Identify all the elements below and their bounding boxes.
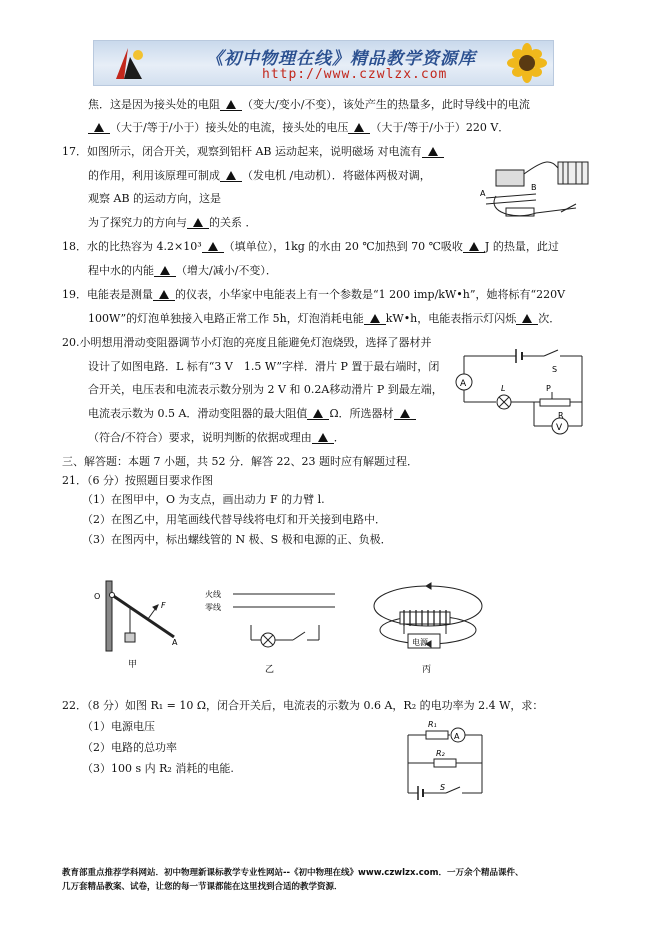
q21-item-2: （2）在图乙中，用笔画线代替导线将电灯和开关接到电路中． (82, 513, 386, 526)
q17-line4: 为了探究力的方向与 的关系 ． (88, 216, 257, 229)
lamp-label: L (501, 384, 506, 393)
q18-line1: 18．水的比热容为 4.2×10³ （填单位），1kg 的水由 20 ℃加热到 70 ℃吸收 J 的热量，此过 (62, 240, 559, 253)
voltmeter-label: V (556, 423, 563, 433)
fig-jia-caption: 甲 (128, 660, 138, 670)
q21-fig-yi-household-circuit (205, 580, 340, 675)
fig-ammeter-label: A (454, 732, 460, 741)
q16-line1: 焦．这是因为接头处的电阻 （变大/变小/不变），该处产生的热量多，此时导线中的电流 (88, 98, 530, 111)
fig-yi-neutral-wire-label: 零线 (205, 603, 221, 612)
switch-label: S (552, 365, 558, 374)
q22-circuit-figure (398, 715, 493, 807)
fig-jia-point-a-label: A (172, 638, 178, 647)
fig-label-b: B (531, 183, 537, 192)
section3-heading: 三、解答题：本题 7 小题，共 52 分．解答 22、23 题时应有解题过程． (62, 455, 418, 468)
fig-bing-caption: 丙 (422, 665, 432, 675)
q20-line3: 合开关，电压表和电流表示数分别为 2 V 和 0.2A移动滑片 P 到最左端， (88, 383, 443, 396)
q22-item-3: （3）100 s 内 R₂ 消耗的电能. (82, 762, 234, 775)
header-url[interactable]: http://www.czwlzx.com (262, 67, 448, 82)
q17-line2: 的作用，利用该原理可制成 （发电机 /电动机）．将磁体两极对调， (88, 169, 431, 182)
rheostat-label: R (558, 411, 564, 420)
q20-line4: 电流表示数为 0.5 A．滑动变阻器的最大阻值 Ω．所选器材 (88, 407, 416, 421)
sunflower-icon (499, 43, 553, 85)
q21-head: 21．（6 分）按照题目要求作图 (62, 474, 213, 487)
q16-line2: （大于/等于/小于）接头处的电流，接头处的电压 （大于/等于/小于）220 V． (88, 121, 509, 135)
q22-head: 22．（8 分）如图 R₁ = 10 Ω，闭合开关后，电流表的示数为 0.6 A，R₂ 的电功率为 2.4 W，求： (62, 699, 544, 712)
fig-r1-label: R₁ (428, 720, 437, 729)
q21-item-1: （1）在图甲中，O 为支点，画出动力 F 的力臂 l. (82, 493, 325, 506)
header-banner (93, 40, 554, 86)
q21-item-3: （3）在图丙中，标出螺线管的 N 极、S 极和电源的正、负极． (82, 533, 392, 546)
q17-motor-apparatus-figure (476, 158, 601, 228)
answer-blank-icon (226, 100, 236, 109)
q17-line1: 17．如图所示，闭合开关，观察到铝杆 AB 运动起来，说明磁场 对电流有 (62, 145, 444, 159)
q20-circuit-figure (452, 346, 587, 441)
fig-jia-force-label: F (161, 601, 166, 610)
q20-line1: 20.小明想用滑动变阻器调节小灯泡的亮度且能避免灯泡烧毁，选择了器材并 (62, 336, 432, 349)
fig-bing-power-source-label: 电源 (412, 638, 428, 647)
fig-r2-label: R₂ (436, 749, 445, 758)
q19-line2: 100W”的灯泡单独接入电路正常工作 5h，灯泡消耗电能 kW•h，电能表指示灯闪烁 次． (88, 312, 561, 325)
q22-item-2: （2）电路的总功率 (82, 741, 177, 754)
fig-yi-live-wire-label: 火线 (205, 590, 221, 599)
q21-fig-bing-solenoid (370, 572, 490, 677)
q20-line5: （符合/不符合）要求，说明判断的依据或理由 ． (88, 431, 345, 444)
slider-label: P (546, 384, 551, 393)
footer-line2: 几万套精品教案、试卷，让您的每一节课都能在这里找到合适的教学资源． (62, 882, 343, 892)
ammeter-label: A (460, 379, 467, 389)
q20-line2: 设计了如图电路．L 标有“3 V 1.5 W”字样．滑片 P 置于最右端时，闭 (88, 360, 440, 373)
fig-switch-label: S (440, 783, 446, 792)
fig-jia-pivot-label: O (94, 592, 101, 601)
q17-line3: 观察 AB 的运动方向，这是 (88, 192, 222, 205)
q22-item-1: （1）电源电压 (82, 720, 155, 733)
q18-line2: 程中水的内能 （增大/减小/不变）． (88, 264, 277, 277)
q19-line1: 19．电能表是测量 的仪表，小华家中电能表上有一个参数是“1 200 imp/kW•h”，她将标有“220V (62, 288, 566, 301)
footer-line1: 教育部重点推荐学科网站．初中物理新课标教学专业性网站--《初中物理在线》www.czwlzx.com．一万余个精品课件、 (62, 868, 524, 878)
fig-yi-caption: 乙 (265, 665, 275, 675)
q21-fig-jia-lever (88, 575, 188, 675)
answer-blank-icon (94, 123, 104, 132)
site-logo-icon (108, 45, 148, 83)
header-title: 《初中物理在线》精品教学资源库 (206, 49, 476, 69)
fig-label-a: A (480, 189, 486, 198)
